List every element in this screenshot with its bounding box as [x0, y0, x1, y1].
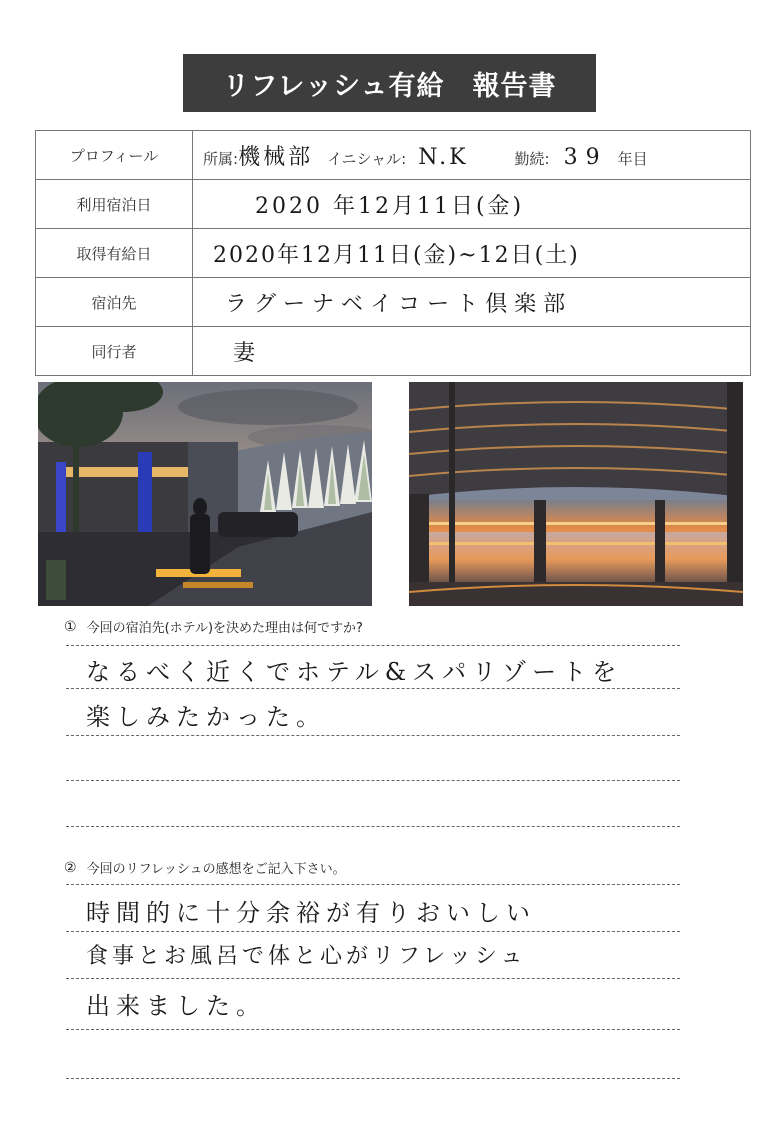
- lobby-sea-view-illustration: [409, 382, 743, 606]
- answer-line: [66, 931, 680, 932]
- place-row: [36, 278, 751, 327]
- info-table: [35, 130, 751, 376]
- companion-row: [36, 327, 751, 376]
- answer-line: [66, 1029, 680, 1030]
- question-1: [64, 617, 363, 636]
- answer-line: [66, 735, 680, 736]
- stay-date-value: 2020 年12月11日(金): [255, 193, 525, 219]
- leave-date-value: 2020年12月11日(金)~12日(土): [213, 242, 580, 268]
- answer-1-line-1: なるべく近くでホテル&スパリゾートを: [86, 658, 623, 686]
- answer-line: [66, 884, 680, 885]
- report-title: [183, 54, 596, 112]
- answer-line: [66, 978, 680, 979]
- hotel-entrance-photo: [38, 382, 372, 606]
- answer-line: [66, 826, 680, 827]
- question-1-number: ①: [64, 618, 77, 635]
- hotel-entrance-illustration: [38, 382, 372, 606]
- profile-value: [193, 131, 751, 180]
- stay-date-label: 利用宿泊日: [36, 180, 193, 229]
- answer-1-line-2: 楽しみたかった。: [86, 703, 326, 731]
- leave-date-label: 取得有給日: [36, 229, 193, 278]
- place-label: 宿泊先: [36, 278, 193, 327]
- title-sub: 報告書: [472, 70, 557, 102]
- place-value: ラグーナベイコート倶楽部: [225, 291, 573, 317]
- title-main: リフレッシュ有給: [222, 70, 445, 102]
- answer-line: [66, 780, 680, 781]
- tenure-value: 39: [563, 144, 608, 170]
- answer-2-line-1: 時間的に十分余裕が有りおいしい: [86, 899, 536, 927]
- answer-2-line-3: 出来ました。: [86, 992, 266, 1020]
- companion-value: 妻: [233, 340, 259, 366]
- question-2-number: ②: [64, 859, 77, 876]
- question-2-text: 今回のリフレッシュの感想をご記入下さい。: [86, 862, 346, 877]
- tenure-unit: 年目: [617, 149, 648, 168]
- lobby-sea-view-photo: [409, 382, 743, 606]
- profile-label: プロフィール: [36, 131, 193, 180]
- profile-row: [36, 131, 751, 180]
- tenure-label: 勤続:: [514, 149, 550, 168]
- companion-label: 同行者: [36, 327, 193, 376]
- question-1-text: 今回の宿泊先(ホテル)を決めた理由は何ですか?: [86, 621, 363, 636]
- answer-line: [66, 1078, 680, 1079]
- question-2: [64, 858, 346, 877]
- leave-date-row: [36, 229, 751, 278]
- answer-2-line-2: 食事とお風呂で体と心がリフレッシュ: [86, 944, 527, 969]
- stay-date-row: [36, 180, 751, 229]
- dept-label: 所属:: [203, 149, 239, 168]
- answer-line: [66, 645, 680, 646]
- answer-line: [66, 688, 680, 689]
- initial-label: イニシャル:: [327, 149, 407, 168]
- dept-value: 機械部: [238, 144, 314, 170]
- initial-value: N.K: [418, 144, 469, 170]
